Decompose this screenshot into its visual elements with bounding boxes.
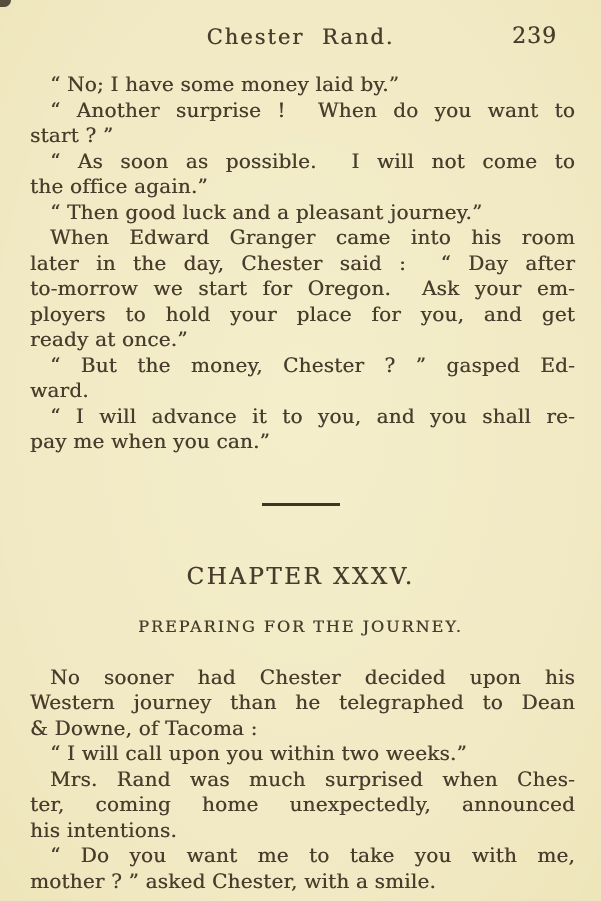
text-line: “ I will advance it to you, and you shall re- <box>50 403 575 428</box>
text-line: pay me when you can.” <box>30 429 270 453</box>
text-line: the office again.” <box>30 174 208 198</box>
running-header <box>0 24 601 50</box>
section-divider <box>262 503 340 506</box>
text-line: his intentions. <box>30 817 177 842</box>
text-line: to-morrow we start for Oregon. Ask your em- <box>30 276 575 300</box>
text-line: ward. <box>30 378 89 402</box>
text-line: later in the day, Chester said : “ Day after <box>30 250 575 275</box>
text-line: “ As soon as possible. I will not come to <box>50 148 575 173</box>
text-line: When Edward Granger came into his room <box>50 225 575 249</box>
text-line: “ Do you want me to take you with me, <box>50 843 575 867</box>
paragraph <box>30 843 575 894</box>
chapter-heading: CHAPTER XXXV. <box>186 563 415 590</box>
text-line: & Downe, of Tacoma : <box>30 715 258 740</box>
paragraph <box>30 149 575 200</box>
body-section-1 <box>30 72 575 455</box>
scan-artifact <box>0 0 11 7</box>
text-line: “ But the money, Chester ? ” gasped Ed- <box>50 352 575 377</box>
paragraph <box>30 665 575 742</box>
text-line: ready at once.” <box>30 327 188 351</box>
paragraph <box>30 200 575 226</box>
text-line: “ Then good luck and a pleasant journey.” <box>50 199 483 224</box>
paragraph <box>30 353 575 404</box>
text-line: No sooner had Chester decided upon his <box>50 664 575 689</box>
body-section-2 <box>30 665 575 895</box>
chapter-subheading: PREPARING FOR THE JOURNEY. <box>138 616 463 636</box>
text-line: Western journey than he telegraphed to Dean <box>30 690 575 714</box>
text-line: ter, coming home unexpectedly, announced <box>30 792 575 816</box>
text-line: “ I will call upon you within two weeks.” <box>50 741 467 765</box>
text-line: ployers to hold your place for you, and get <box>30 301 575 326</box>
text-line: Mrs. Rand was much surprised when Ches- <box>50 766 575 791</box>
page-number: 239 <box>512 24 557 49</box>
paragraph <box>30 404 575 455</box>
text-line: “ No; I have some money laid by.” <box>50 72 400 96</box>
paragraph <box>30 767 575 844</box>
paragraph <box>30 98 575 149</box>
text-line: mother ? ” asked Chester, with a smile. <box>30 868 436 893</box>
text-line: “ Another surprise ! When do you want to <box>50 97 575 122</box>
paragraph <box>30 72 575 98</box>
running-title: Chester Rand. <box>206 25 395 49</box>
paragraph <box>30 741 575 767</box>
paragraph <box>30 225 575 353</box>
text-line: start ? ” <box>30 123 114 147</box>
